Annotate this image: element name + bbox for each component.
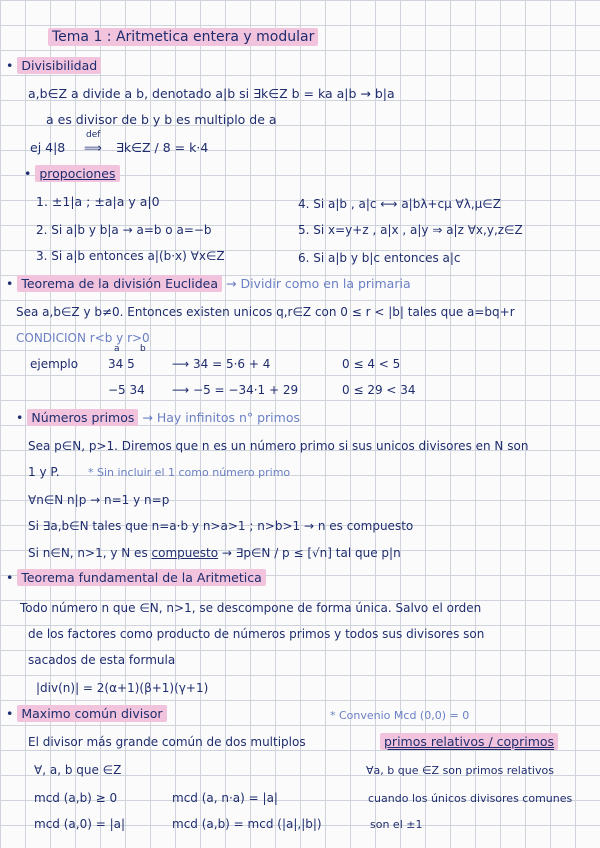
divisibilidad-divisor-text: a es divisor de b y b es multiplo de a bbox=[46, 112, 277, 127]
bullet-primos: • Números primos → Hay infinitos n° primos bbox=[16, 410, 300, 425]
bullet-mcd: • Maximo común divisor bbox=[6, 706, 167, 722]
euclides-note: → Dividir como en la primaria bbox=[226, 276, 411, 291]
prop-6: 6. Si a|b y b|c entonces a|c bbox=[298, 251, 461, 265]
example1-result: ⟶ 34 = 5·6 + 4 bbox=[172, 357, 271, 371]
fundamental-line1: Todo número n que ∈N, n>1, se descompone de forma única. Salvo el orden bbox=[20, 601, 482, 615]
heading-fundamental: Teorema fundamental de la Aritmetica bbox=[17, 569, 265, 586]
example2-result: ⟶ −5 = −34·1 + 29 bbox=[172, 383, 299, 397]
coprimos-line1: ∀a, b que ∈Z son primos relativos bbox=[366, 764, 554, 777]
coprimos-line2: cuando los únicos divisores comunes bbox=[368, 792, 573, 805]
primos-note: → Hay infinitos n° primos bbox=[142, 410, 300, 425]
example1-nums: 34 5 bbox=[108, 357, 135, 371]
primos-forall: ∀n∈N n|p → n=1 y n=p bbox=[28, 493, 170, 507]
heading-propociones: propociones bbox=[35, 165, 119, 182]
fundamental-line3: sacados de esta formula bbox=[28, 653, 176, 667]
euclides-condition: CONDICION r<b y r>0 bbox=[16, 331, 150, 345]
mcd-convenio: * Convenio Mcd (0,0) = 0 bbox=[330, 709, 470, 722]
prop-2: 2. Si a|b y b|a → a=b o a=−b bbox=[36, 223, 212, 237]
prop-1: 1. ±1|a ; ±a|a y a|0 bbox=[36, 194, 160, 209]
heading-mcd: Maximo común divisor bbox=[17, 705, 166, 722]
example1-condition: 0 ≤ 4 < 5 bbox=[342, 357, 401, 371]
bullet-divisibilidad: • Divisibilidad bbox=[6, 58, 101, 74]
mcd-rule1: mcd (a,b) ≥ 0 bbox=[34, 791, 118, 805]
example-4-8-def: ∃k∈Z / 8 = k·4 bbox=[116, 140, 209, 155]
prop-5: 5. Si x=y+z , a|x , a|y ⇒ a|z ∀x,y,z∈Z bbox=[298, 223, 523, 237]
def-arrow-icon: ⟹ bbox=[84, 140, 102, 155]
primos-note2: * Sin incluir el 1 como número primo bbox=[88, 466, 291, 479]
prop-4: 4. Si a|b , a|c ⟷ a|bλ+cμ ∀λ,μ∈Z bbox=[298, 197, 501, 211]
euclides-statement: Sea a,b∈Z y b≠0. Entonces existen unicos q,r∈Z con 0 ≤ r < |b| tales que a=bq+r bbox=[16, 305, 515, 319]
primos-def2: 1 y P. bbox=[28, 465, 60, 479]
primos-def1: Sea p∈N, p>1. Diremos que n es un número primo si sus unicos divisores en N son bbox=[28, 439, 529, 453]
mcd-forall: ∀, a, b que ∈Z bbox=[34, 763, 122, 777]
primos-sqrt-rule: Si n∈N, n>1, y N es compuesto → ∃p∈N / p ≤ [√n] tal que p|n bbox=[28, 546, 401, 560]
fundamental-line2: de los factores como producto de números primos y todos sus divisores son bbox=[28, 627, 485, 641]
example-label: ejemplo bbox=[30, 357, 79, 371]
example2-nums: −5 34 bbox=[108, 383, 145, 397]
fundamental-formula: |div(n)| = 2(α+1)(β+1)(γ+1) bbox=[36, 681, 209, 695]
def-label: def bbox=[86, 130, 101, 140]
prop-3: 3. Si a|b entonces a|(b·x) ∀x∈Z bbox=[36, 249, 225, 263]
col-b-label: b bbox=[140, 344, 146, 354]
example2-condition: 0 ≤ 29 < 34 bbox=[342, 383, 416, 397]
bullet-fundamental: • Teorema fundamental de la Aritmetica bbox=[6, 570, 266, 586]
bullet-euclides: • Teorema de la división Euclidea → Dividir como en la primaria bbox=[6, 276, 411, 291]
heading-primos: Números primos bbox=[27, 409, 138, 426]
mcd-rule3: mcd (a,0) = |a| bbox=[34, 817, 126, 831]
heading-euclides: Teorema de la división Euclidea bbox=[17, 275, 222, 292]
heading-divisibilidad: Divisibilidad bbox=[17, 57, 101, 74]
coprimos-heading: primos relativos / coprimos bbox=[380, 734, 558, 750]
mcd-rule4: mcd (a,b) = mcd (|a|,|b|) bbox=[172, 817, 322, 831]
primos-compuesto: Si ∃a,b∈N tales que n=a·b y n>a>1 ; n>b>1 → n es compuesto bbox=[28, 519, 414, 533]
col-a-label: a bbox=[114, 344, 120, 354]
divisibilidad-definition: a,b∈Z a divide a b, denotado a|b si ∃k∈Z b = ka a|b → b|a bbox=[28, 86, 395, 101]
mcd-rule2: mcd (a, n·a) = |a| bbox=[172, 791, 278, 805]
mcd-definition: El divisor más grande común de dos multiplos bbox=[28, 735, 306, 749]
coprimos-line3: son el ±1 bbox=[370, 818, 423, 831]
bullet-propociones: • propociones bbox=[24, 166, 120, 182]
example-4-8: ej 4|8 bbox=[30, 140, 66, 155]
page-title: Tema 1 : Aritmetica entera y modular bbox=[48, 29, 318, 45]
